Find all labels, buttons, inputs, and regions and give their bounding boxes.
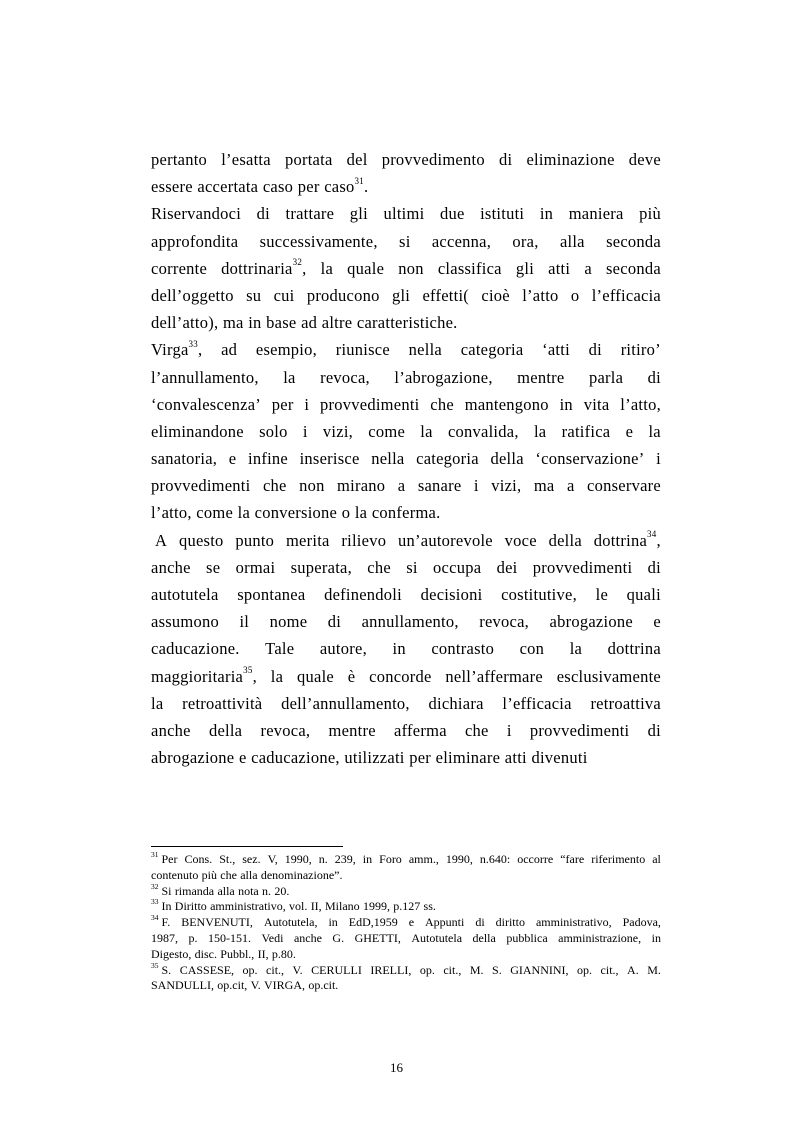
body-line: Riservandoci di trattare gli ultimi due istituti in maniera più: [151, 204, 661, 224]
body-line: sanatoria, e infine inserisce nella categoria della ‘conservazione’ i: [151, 449, 661, 469]
footnote-line: $^{32}$ Si rimanda alla nota n. 20.: [151, 881, 290, 898]
body-line: Virga$^{33}$, ad esempio, riunisce nella categoria ‘atti di ritiro’: [151, 338, 661, 360]
body-line: la retroattività dell’annullamento, dichiara l’efficacia retroattiva: [151, 693, 661, 713]
body-line: caducazione. Tale autore, in contrasto con la dottrina: [151, 639, 661, 659]
body-line: eliminandone solo i vizi, come la convalida, la ratifica e la: [151, 421, 661, 441]
body-line: essere accertata caso per caso$^{31}$.: [151, 175, 369, 197]
body-line: approfondita successivamente, si accenna, ora, alla seconda: [151, 231, 661, 251]
footnote-line: contenuto più che alla denominazione”.: [151, 867, 343, 882]
footnote-line: $^{34}$ F. BENVENUTI, Autotutela, in EdD,1959 e Appunti di diritto amministrativo, Padova,: [151, 913, 661, 930]
footnote-ref: 33: [188, 338, 199, 349]
body-line: dell’oggetto su cui producono gli effetti( cioè l’atto o l’efficacia: [151, 285, 661, 305]
footnote-ref: 35: [243, 665, 253, 676]
body-line: assumono il nome di annullamento, revoca, abrogazione e: [151, 612, 661, 632]
body-line: l’annullamento, la revoca, l’abrogazione, mentre parla di: [151, 367, 661, 387]
body-line: dell’atto), ma in base ad altre caratteristiche.: [151, 313, 458, 333]
footnote-line: $^{31}$ Per Cons. St., sez. V, 1990, n. 239, in Foro amm., 1990, n.640: occorre “fare riferimento al: [151, 850, 661, 866]
body-line: corrente dottrinaria$^{32}$, la quale non classifica gli atti a seconda: [151, 257, 661, 278]
footnote-ref: 31: [354, 175, 365, 186]
body-line: anche della revoca, mentre afferma che i provvedimenti di: [151, 720, 661, 740]
body-line: anche se ormai superata, che si occupa dei provvedimenti di: [151, 557, 661, 577]
page-number: 16: [390, 1060, 403, 1075]
footnote-line: 1987, p. 150-151. Vedi anche G. GHETTI, Autotutela della pubblica amministrazione, in: [151, 930, 661, 945]
footnote-line: $^{33}$ In Diritto amministrativo, vol. II, Milano 1999, p.127 ss.: [151, 897, 436, 914]
body-text: [151, 146, 661, 771]
body-line: abrogazione e caducazione, utilizzati per eliminare atti divenuti: [151, 748, 588, 768]
body-line: maggioritaria$^{35}$, la quale è concorde nell’affermare esclusivamente: [151, 665, 661, 686]
body-line: provvedimenti che non mirano a sanare i vizi, ma a conservare: [151, 476, 661, 496]
body-line: pertanto l’esatta portata del provvedimento di eliminazione deve: [151, 150, 661, 169]
footnote-line: $^{35}$ S. CASSESE, op. cit., V. CERULLI IRELLI, op. cit., M. S. GIANNINI, op. cit., A. M.: [151, 960, 661, 977]
footnote-separator: [151, 846, 343, 847]
footnote-line: SANDULLI, op.cit, V. VIRGA, op.cit.: [151, 978, 339, 993]
body-line: A questo punto merita rilievo un’autorevole voce della dottrina$^{34}$,: [155, 529, 661, 550]
footnotes: [151, 852, 661, 994]
footnote-ref: 34: [647, 529, 657, 540]
body-line: l’atto, come la conversione o la conferma.: [151, 503, 441, 523]
footnote-ref: 32: [292, 257, 303, 268]
body-line: autotutela spontanea definendoli decisioni costitutive, le quali: [151, 585, 661, 604]
footnote-line: Digesto, disc. Pubbl., II, p.80.: [151, 946, 296, 961]
body-line: ‘convalescenza’ per i provvedimenti che mantengono in vita l’atto,: [151, 394, 661, 414]
